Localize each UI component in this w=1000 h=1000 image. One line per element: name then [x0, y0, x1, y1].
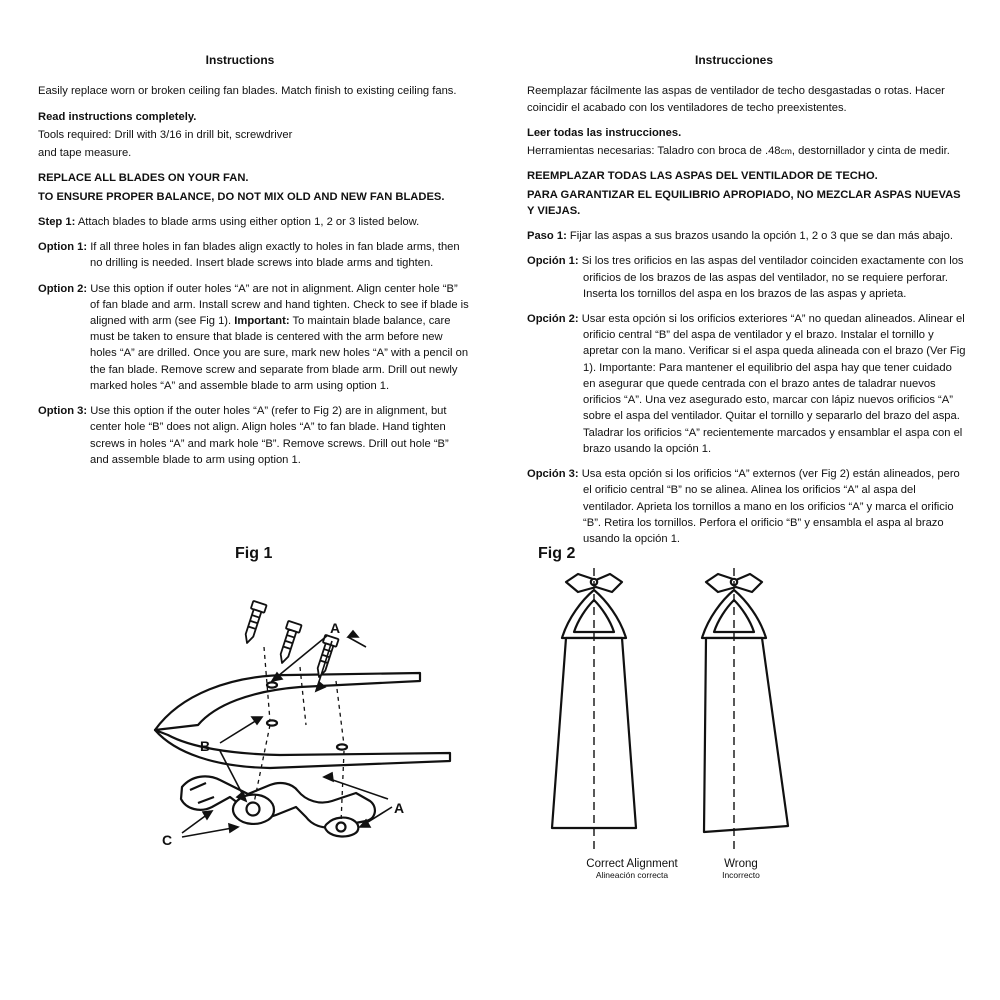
english-option-1-label: Option 1:: [38, 241, 88, 254]
english-tools-line2: and tape measure.: [38, 147, 132, 160]
english-intro: Easily replace worn or broken ceiling fan blades. Match finish to existing ceiling fans.: [38, 85, 457, 98]
spanish-read-heading: Leer todas las instrucciones.: [527, 126, 682, 139]
caption-correct-main: Correct Alignment: [586, 858, 678, 870]
figure-1-diagram: [120, 575, 480, 875]
english-option-2-text-b: To maintain blade balance, care must be taken to ensure that blade is centered with the arm before new holes “A” are drilled. Once you are sure, mark new holes “A” with a pencil on the fan blade. Remove screw and separate from blade arm. Drill out newly marked holes “A” and assemble blade to arm using option 1.: [90, 314, 469, 392]
spanish-option-2: [527, 311, 967, 457]
english-caps-2: TO ENSURE PROPER BALANCE, DO NOT MIX OLD AND NEW FAN BLADES.: [38, 190, 445, 203]
spanish-column: [527, 52, 967, 556]
spanish-step-1-label: Paso 1:: [527, 230, 567, 243]
english-caps-1: REPLACE ALL BLADES ON YOUR FAN.: [38, 172, 249, 185]
figure-1-callout-c: C: [162, 832, 173, 848]
spanish-tools-unit: cm: [780, 146, 792, 157]
figure-1-label: Fig 1: [235, 545, 273, 562]
spanish-option-1: [527, 253, 967, 302]
english-read-heading: Read instructions completely.: [38, 110, 197, 123]
spanish-option-2-text-b: Para mantener el equilibrio del aspa hay que tener cuidado en asegurar que quede centrada con el brazo antes de taladrar nuevos orificios “A”. Una vez asegurado esto, marcar con lápiz nuevos orificios “A” sobre el aspa del ventilador. Quitar el tornillo y separarlo del brazo del aspa. Taladrar los orificios “A” recientemente marcados y ensamblar el aspa con el brazo usando la opción 1.: [583, 361, 963, 455]
spanish-option-2-important: Importante:: [599, 361, 656, 374]
spanish-caps-1: REEMPLAZAR TODAS LAS ASPAS DEL VENTILADOR DE TECHO.: [527, 170, 878, 183]
english-option-3: [38, 403, 470, 468]
spanish-option-3-text: Usa esta opción si los orificios “A” externos (ver Fig 2) están alineados, pero el orificio central “B” no se alinea. Alinea los orificios “A” al aspa del ventilador. Aprieta los tornillos a mano en los orificios “A” y marca el orificio “B”. Retira los tornillos. Perfora el orificio “B” y ensambla el aspa al brazo usando la opción 1.: [581, 468, 960, 546]
spanish-option-1-label: Opción 1:: [527, 255, 579, 268]
spanish-option-2-text-a: Usar esta opción si los orificios exteriores “A” no quedan alineados. Alinear el orificio central “B” del aspa de ventilador y el brazo. Instalar el tornillo y apretar con la mano. Verificar si el aspa queda alineada con el brazo (Ver Fig 1).: [581, 312, 966, 374]
spanish-caps-2: PARA GARANTIZAR EL EQUILIBRIO APROPIADO, NO MEZCLAR ASPAS NUEVAS Y VIEJAS.: [527, 188, 961, 217]
spanish-tools-text: Herramientas necesarias: Taladro con broca de .48: [527, 145, 781, 158]
spanish-option-2-label: Opción 2:: [527, 312, 579, 325]
spanish-option-1-text: Si los tres orificios en las aspas del ventilador coinciden exactamente con los orificios de los brazos de las aspas del ventilador, no se requiere perforar. Inserta los tornillos del aspa en los brazos de las aspas y aprieta.: [581, 255, 964, 300]
caption-correct-sub: Alineación correcta: [595, 870, 669, 880]
english-column: [38, 52, 470, 477]
figure-1-callout-a-right: A: [394, 800, 405, 816]
caption-wrong-sub: Incorrecto: [722, 870, 760, 880]
spanish-title: Instrucciones: [694, 53, 774, 67]
english-option-2: [38, 281, 470, 395]
caption-wrong-main: Wrong: [724, 858, 758, 870]
spanish-step-1: [527, 228, 967, 244]
english-tools-line1: Tools required: Drill with 3/16 in drill bit, screwdriver: [38, 128, 293, 141]
spanish-tools-text2: , destornillador y cinta de medir.: [791, 145, 950, 158]
spanish-step-1-text: Fijar las aspas a sus brazos usando la opción 1, 2 o 3 que se dan más abajo.: [569, 230, 954, 243]
figure-1-callout-a-top: A: [330, 620, 341, 636]
figure-1-callout-b: B: [200, 738, 211, 754]
english-option-1-text: If all three holes in fan blades align exactly to holes in fan blade arms, then no drilling is needed. Insert blade screws into blade arms and tighten.: [90, 241, 460, 270]
english-option-2-label: Option 2:: [38, 282, 88, 295]
english-option-2-important: Important:: [234, 314, 290, 327]
english-step-1: [38, 214, 470, 230]
spanish-option-3: [527, 466, 967, 547]
english-option-2-text-a: Use this option if outer holes “A” are not in alignment. Align center hole “B” of fan blade and arm. Install screw and hand tighten. Check to see if blade is aligned with arm (see Fig 1).: [90, 282, 469, 327]
spanish-intro: Reemplazar fácilmente las aspas de ventilador de techo desgastadas o rotas. Hacer coincidir el acabado con los ventiladores de techo preexistentes.: [527, 85, 945, 114]
english-step-1-label: Step 1:: [38, 215, 76, 228]
figure-2-diagram: [500, 560, 820, 870]
english-option-1: [38, 239, 470, 271]
figure-2-label: Fig 2: [538, 545, 576, 562]
english-option-3-label: Option 3:: [38, 405, 88, 418]
english-step-1-text: Attach blades to blade arms using either option 1, 2 or 3 listed below.: [77, 215, 420, 228]
figure-2-caption-wrong: [676, 858, 806, 880]
english-title: Instructions: [205, 53, 275, 67]
spanish-tools: [527, 143, 967, 159]
english-option-3-text: Use this option if the outer holes “A” (refer to Fig 2) are in alignment, but center hole “B” does not align. Align holes “A” to fan blade. Hand tighten screws in holes “A” and mark hole “B”. Remove screws. Drill out hole “B” and assemble blade to arm using option 1.: [90, 405, 449, 466]
spanish-option-3-label: Opción 3:: [527, 468, 579, 481]
